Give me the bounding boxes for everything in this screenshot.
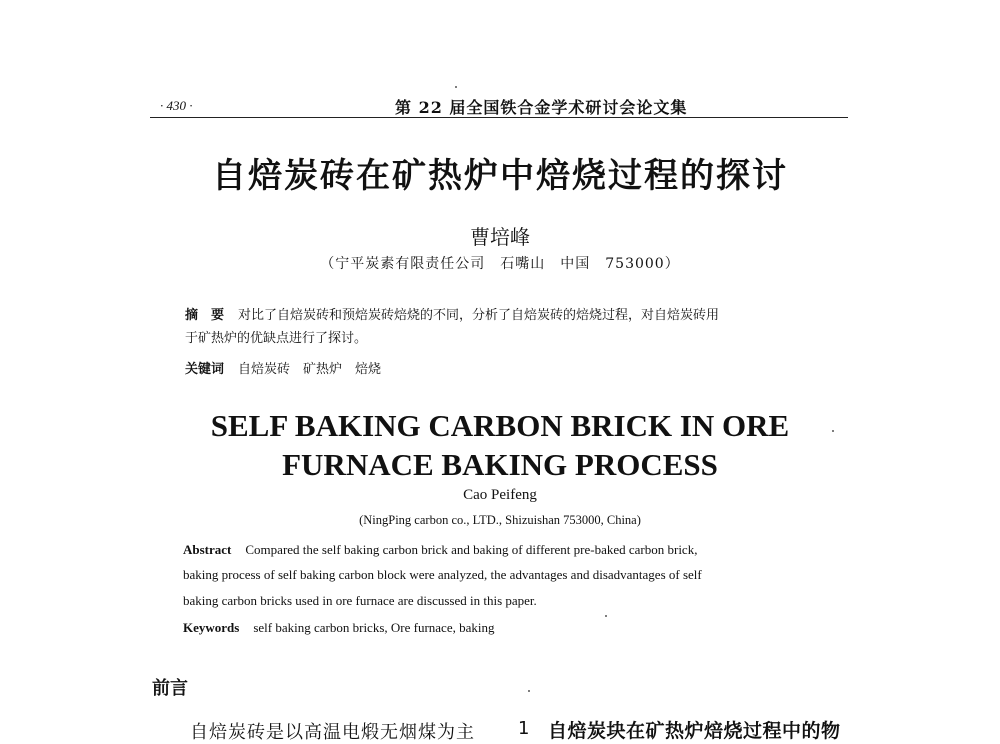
section-heading-preface: 前言 bbox=[152, 678, 188, 699]
english-keywords-label: Keywords bbox=[183, 620, 240, 635]
scan-speck bbox=[832, 430, 834, 432]
chinese-abstract-text-line1: 对比了自焙炭砖和预焙炭砖焙烧的不同，分析了自焙炭砖的焙烧过程，对自焙炭砖用 bbox=[238, 308, 720, 323]
english-abstract-label: Abstract bbox=[183, 542, 232, 557]
english-keywords bbox=[183, 619, 823, 637]
scan-speck bbox=[455, 86, 457, 88]
english-keywords-text: self baking carbon bricks, Ore furnace, baking bbox=[253, 620, 495, 635]
english-abstract-text-line2: baking process of self baking carbon block were analyzed, the advantages and disadvantages of self bbox=[183, 567, 702, 582]
chinese-keywords-label: 关键词 bbox=[185, 362, 225, 377]
english-title-line2: FURNACE BAKING PROCESS bbox=[282, 447, 718, 482]
english-affiliation: (NingPing carbon co., LTD., Shizuishan 753000, China) bbox=[359, 513, 641, 527]
chinese-author: 曹培峰 bbox=[470, 225, 530, 249]
english-title-line1: SELF BAKING CARBON BRICK IN ORE bbox=[210, 408, 790, 443]
chinese-affiliation: （宁平炭素有限责任公司 石嘴山 中国 753000） bbox=[320, 256, 680, 272]
body-left-column-text: 自焙炭砖是以高温电煅无烟煤为主 bbox=[190, 722, 475, 743]
body-right-section-heading: 自焙炭块在矿热炉焙烧过程中的物 bbox=[548, 720, 841, 742]
page-number: · 430 · bbox=[160, 98, 193, 113]
scan-speck bbox=[528, 690, 530, 692]
english-author: Cao Peifeng bbox=[463, 487, 537, 503]
chinese-abstract-text-line2: 于矿热炉的优缺点进行了探讨。 bbox=[185, 331, 368, 346]
english-abstract-text-line1: Compared the self baking carbon brick and baking of different pre-baked carbon brick, bbox=[245, 542, 698, 557]
english-abstract-text-line3: baking carbon bricks used in ore furnace are discussed in this paper. bbox=[183, 593, 537, 608]
chinese-title: 自焙炭砖在矿热炉中焙烧过程的探讨 bbox=[212, 156, 788, 196]
body-right-section-number: 1 bbox=[518, 718, 530, 739]
scan-speck bbox=[605, 615, 607, 617]
chinese-abstract-label: 摘 要 bbox=[185, 308, 225, 323]
english-abstract bbox=[183, 541, 823, 559]
journal-title: 第 22 届全国铁合金学术研讨会论文集 bbox=[395, 98, 688, 117]
chinese-abstract bbox=[185, 305, 820, 327]
chinese-keywords-text: 自焙炭砖 矿热炉 焙烧 bbox=[238, 362, 382, 377]
chinese-keywords bbox=[185, 359, 820, 381]
header-rule bbox=[150, 117, 848, 118]
